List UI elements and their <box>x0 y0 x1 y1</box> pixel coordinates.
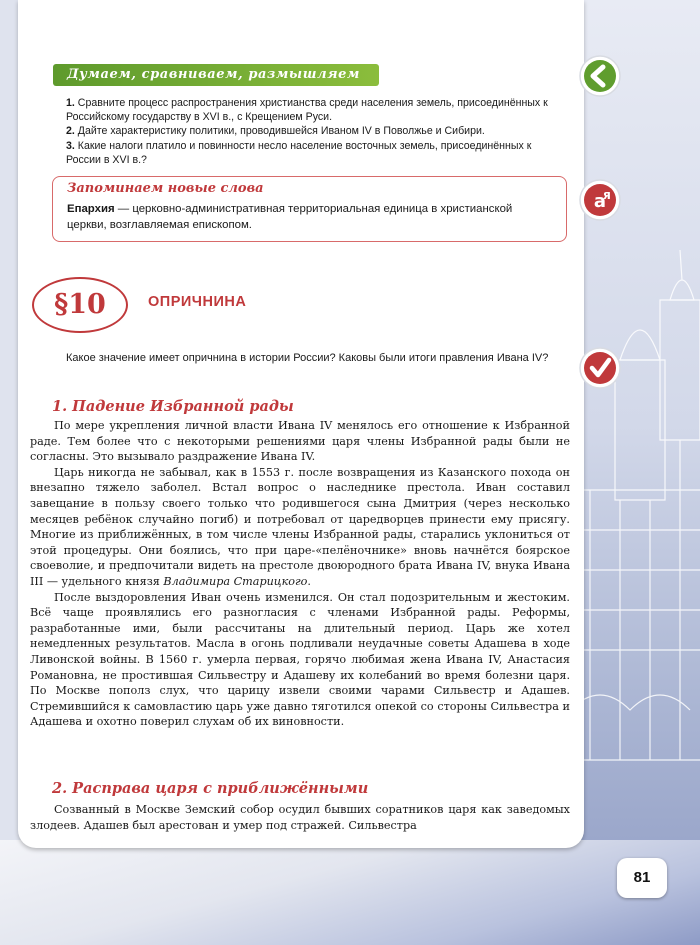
svg-text:я: я <box>603 188 611 202</box>
back-arrow-icon <box>578 54 622 98</box>
subsection-2-body <box>30 802 570 833</box>
body-paragraph: Созванный в Москве Земский собор осудил бывших соратников царя как заведомых злодеев. Адашев был арестован и умер под стражей. Сильвестра <box>30 803 570 832</box>
new-words-definition: Епархия — церковно-административная территориальная единица в христианской церкви, возглавляемая епископом. <box>67 203 513 231</box>
new-words-title: Запоминаем новые слова <box>67 181 264 196</box>
paragraph-title: ОПРИЧНИНА <box>148 294 247 310</box>
question-item: 2. Дайте характеристику политики, проводившейся Иваном IV в Поволжье и Сибири. <box>66 125 485 138</box>
dictionary-icon <box>578 178 622 222</box>
subsection-2-title: 2. Расправа царя с приближёнными <box>52 780 369 797</box>
background-bottom-panel <box>0 840 700 945</box>
intro-question: Какое значение имеет опричнина в истории России? Каковы были итоги правления Ивана IV? <box>66 352 549 364</box>
paragraph-number-badge: §10 <box>32 277 128 333</box>
body-paragraph: По мере укрепления личной власти Ивана IV менялось его отношение к Избранной раде. Тем более что с некоторыми решениями царя члены Избранной рады были не согласны. Это вызывало раздражение Ивана IV. <box>30 419 570 464</box>
page-number: 81 <box>617 858 667 898</box>
subsection-1-title: 1. Падение Избранной рады <box>52 398 294 415</box>
question-item: 3. Какие налоги платило и повинности несло население восточных земель, присоединённых к России в XVI в.? <box>66 139 532 166</box>
think-compare-header: Думаем, сравниваем, размышляем <box>53 64 379 86</box>
svg-text:a: a <box>593 191 607 212</box>
body-paragraph: После выздоровления Иван очень изменился. Он стал подозрительным и жестоким. Всё чаще проявлялись его разногласия с членами Избранной рады. Реформы, разработанные ими, были рассчитаны на длительный период. Царь же хотел немедленных результатов. Масла в огонь подливали неудачные советы Адашева в ходе Ливонской войны. В 1560 г. умерла первая, горячо любимая жена Ивана IV, Анастасия Романовна, не простившая Сильвестру и Адашеву их колебаний во время болезни царя. По Москве пополз слух, что царицу извели своими чарами Сильвестр и Адашев. Стремившийся к самовластию царь уже давно тяготился опекой со стороны Сильвестра и Адашева и охотно поверил слухам об их виновности. <box>30 590 570 729</box>
body-paragraph: Царь никогда не забывал, как в 1553 г. после возвращения из Казанского похода он внезапно тяжело заболел. Встал вопрос о наследнике престола. Иван составил завещание в пользу своего только что родившегося сына Дмитрия (через несколько месяцев ребёнок случайно погиб) и потребовал от царедворцев принести ему присягу. Многие из приближённых, в том числе члены Избранной рады, старались уклониться от этой процедуры. Они боялись, что при царе-«пелёночнике» вновь начнётся боярское своеволие, и предпочитали видеть на престоле двоюродного брата Ивана IV, внука Ивана III — удельного князя Владимира Старицкого. <box>30 465 570 588</box>
question-list <box>66 96 566 167</box>
subsection-1-body <box>30 418 570 730</box>
checkmark-icon <box>578 346 622 390</box>
question-item: 1. Сравните процесс распространения христианства среди населения земель, присоединённых к Российскому государству в XVI в., с Крещением Руси. <box>66 97 548 124</box>
new-words-box <box>52 176 567 242</box>
